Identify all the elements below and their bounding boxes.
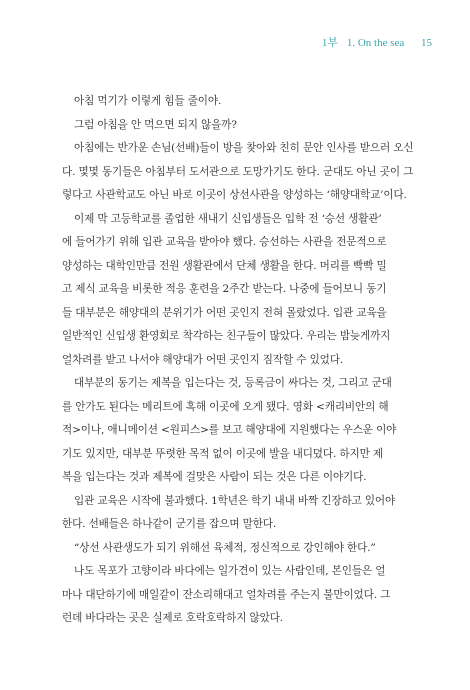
paragraph — [62, 90, 422, 114]
text-line: 렇다고 사관학교도 아닌 바로 이곳이 상선사관을 양성하는 ‘해양대학교’이다. — [62, 189, 407, 201]
header-chapter-title: 1. On the sea — [346, 37, 405, 49]
text-line: 얼차려를 받고 나서야 해양대가 어떤 곳인지 짐작할 수 있었다. — [62, 353, 344, 366]
text-line: 기도 있지만, 대부분 뚜렷한 목적 없이 이곳에 발을 내디뎠다. 하지만 제 — [62, 447, 383, 460]
text-line: 적>이나, 애니메이션 <원피스>를 보고 해양대에 지원했다는 우스운 이야 — [62, 424, 397, 436]
body-text — [62, 90, 422, 631]
text-line: “상선 사관생도가 되기 위해선 육체적, 정신적으로 강인해야 한다.” — [74, 541, 376, 554]
paragraph — [62, 137, 422, 208]
text-line: 한다. 선배들은 하나같이 군기를 잡으며 말한다. — [62, 518, 277, 530]
paragraph — [62, 537, 422, 561]
paragraph — [62, 372, 422, 490]
text-line: 이제 막 고등학교를 졸업한 새내기 신입생들은 입학 전 ‘승선 생활관’ — [74, 212, 382, 225]
text-line: 마나 대단하기에 매일같이 잔소리해대고 얼차려를 주는지 불만이었다. 그 — [62, 588, 391, 601]
text-line: 를 안가도 된다는 메리트에 혹해 이곳에 오게 됐다. 영화 <캐리비안의 해 — [62, 400, 389, 413]
text-line: 고 제식 교육을 비롯한 적응 훈련을 2주간 받는다. 나중에 들어보니 동기 — [62, 283, 387, 295]
paragraph — [62, 208, 422, 373]
text-line: 에 들어가기 위해 입관 교육을 받아야 했다. 승선하는 사관을 전문적으로 — [62, 236, 387, 248]
text-line: 런데 바다라는 곳은 실제로 호락호락하지 않았다. — [62, 612, 283, 624]
text-line: 들 대부분은 해양대의 분위기가 어떤 곳인지 전혀 몰랐었다. 입관 교육을 — [62, 306, 387, 319]
text-line: 일반적인 신입생 환영회로 착각하는 친구들이 많았다. 우리는 밤늦게까지 — [62, 330, 391, 342]
running-header — [322, 34, 432, 50]
text-line: 대부분의 동기는 제복을 입는다는 것, 등록금이 싸다는 것, 그리고 군대 — [74, 377, 392, 389]
paragraph — [62, 560, 422, 631]
text-line: 다. 몇몇 동기들은 아침부터 도서관으로 도망가기도 한다. 군대도 아닌 곳이 그 — [62, 165, 414, 178]
paragraph — [62, 114, 422, 138]
text-line: 복을 입는다는 것과 제복에 걸맞은 사람이 되는 것은 다른 이야기다. — [62, 471, 367, 483]
page-number: 15 — [421, 37, 432, 49]
text-line: 나도 목포가 고향이라 바다에는 일가견이 있는 사람인데, 본인들은 얼 — [74, 565, 386, 577]
text-line: 아침에는 반가운 손님(선배)들이 방을 찾아와 친히 문안 인사를 받으러 오신 — [74, 142, 414, 154]
text-line: 그럼 아침을 안 먹으면 되지 않을까? — [74, 118, 237, 131]
header-part-label: 1부 — [321, 37, 339, 49]
paragraph — [62, 490, 422, 537]
text-line: 아침 먹기가 이렇게 힘들 줄이야. — [74, 95, 222, 107]
text-line: 양성하는 대학인만큼 전원 생활관에서 단체 생활을 한다. 머리를 빡빡 밀 — [62, 259, 387, 272]
text-line: 입관 교육은 시작에 불과했다. 1학년은 학기 내내 바짝 긴장하고 있어야 — [74, 494, 396, 507]
